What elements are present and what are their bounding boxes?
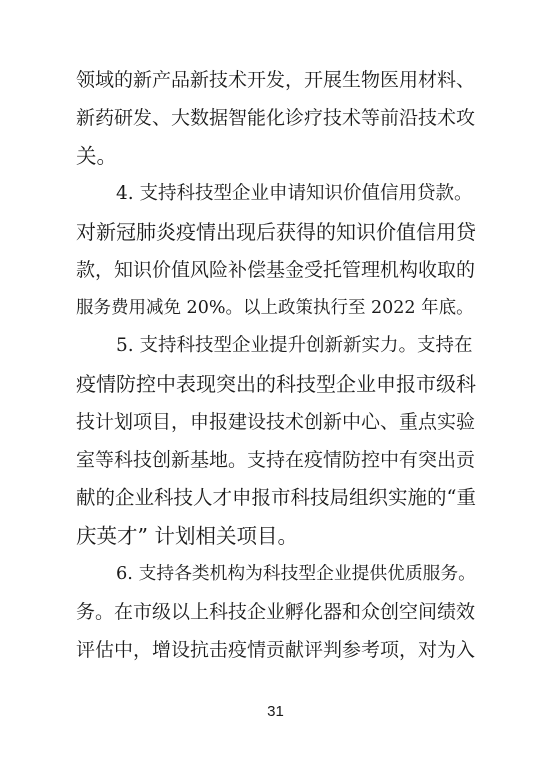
text-line: 款，知识价值风险补偿基金受托管理机构收取的 — [76, 259, 476, 281]
paragraph-heading-6: 6. 支持各类机构为科技型企业提供优质服务。 — [116, 564, 476, 584]
text-line: 务。在市级以上科技企业孵化器和众创空间绩效 — [76, 601, 476, 623]
paragraph-heading-4: 4. 支持科技型企业申请知识价值信用贷款。 — [116, 183, 473, 204]
text-line: 对新冠肺炎疫情出现后获得的知识价值信用贷 — [76, 220, 476, 244]
text-line: 室等科技创新基地。支持在疫情防控中有突出贡 — [76, 449, 476, 471]
text-line: 领域的新产品新技术开发，开展生物医用材料、 — [76, 69, 476, 91]
text-line: 评估中，增设抗击疫情贡献评判参考项，对为入 — [76, 639, 476, 661]
text-line: 庆英才” 计划相关项目。 — [76, 524, 298, 548]
text-line: 新药研发、大数据智能化诊疗技术等前沿技术攻 — [76, 107, 476, 129]
text-line: 服务费用减免 20%。以上政策执行至 2022 年底。 — [76, 298, 474, 318]
text-line: 献的企业科技人才申报市科技局组织实施的“重 — [76, 486, 476, 509]
paragraph-heading-5: 5. 支持科技型企业提升创新新实力。支持在 — [116, 335, 473, 356]
text-line: 关。 — [76, 144, 117, 168]
page-number: 31 — [267, 703, 284, 720]
text-line: 疫情防控中表现突出的科技型企业申报市级科 — [76, 372, 476, 396]
text-line: 技计划项目，申报建设技术创新中心、重点实验 — [76, 411, 476, 433]
